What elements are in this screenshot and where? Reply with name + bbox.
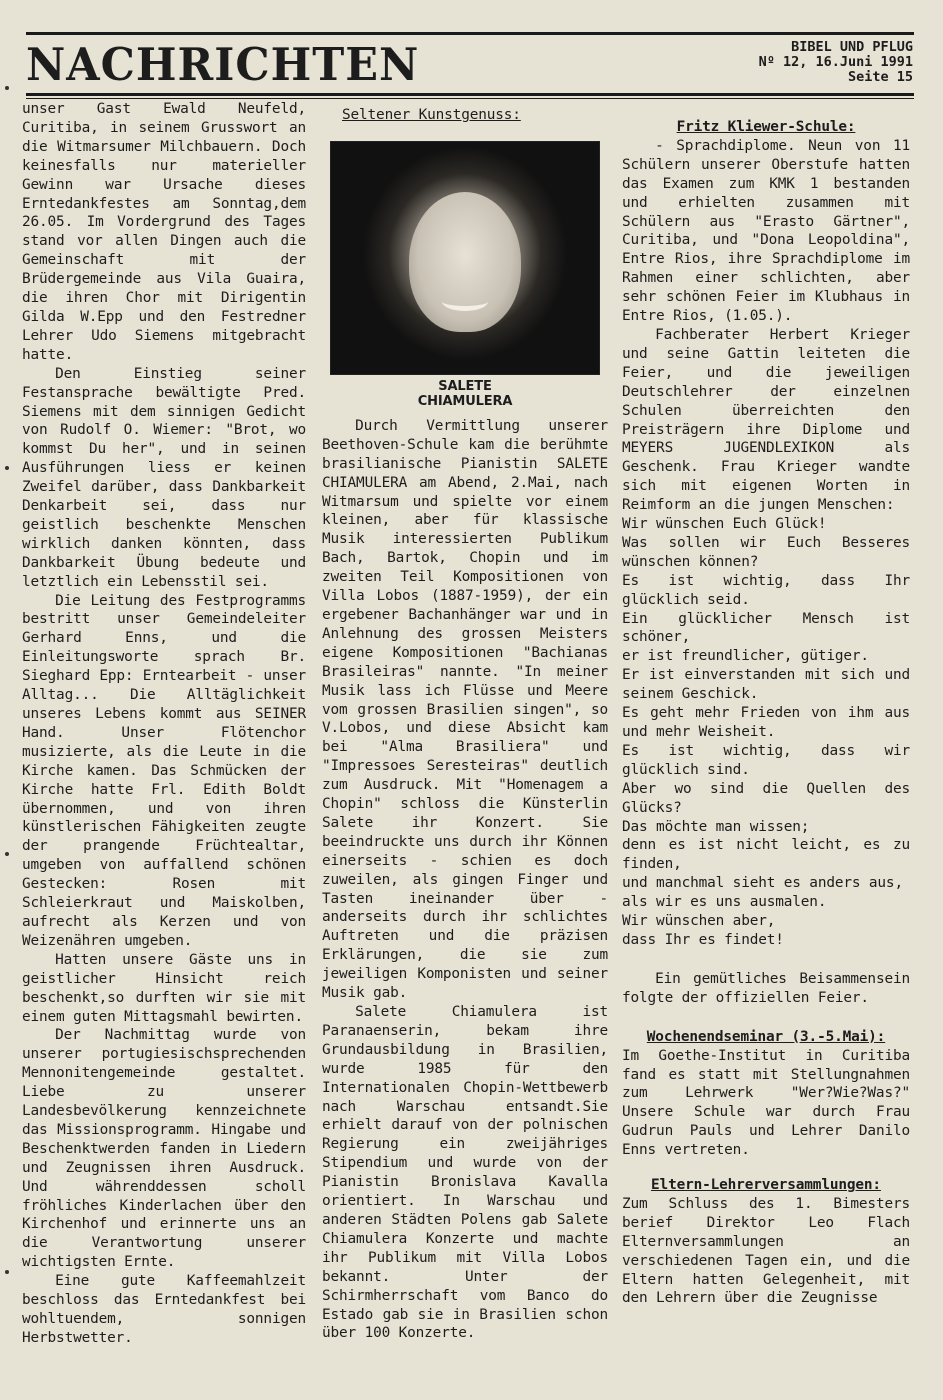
portrait-face — [409, 192, 521, 332]
section-heading: Seltener Kunstgenuss: — [342, 107, 521, 123]
issue-date: Nº 12, 16.Juni 1991 — [758, 54, 913, 70]
spacer — [622, 1160, 910, 1176]
header-rule-thin — [26, 98, 914, 99]
top-rule — [26, 32, 914, 35]
poem-line: Wir wünschen Euch Glück! — [622, 516, 827, 533]
punch-hole-mark — [5, 852, 9, 856]
paragraph: Salete Chiamulera ist Paranaenserin, bekam ihre Grundausbildung in Brasilien, wurde 1985 für den Internationalen Chopin-Wettbewerb nach Warschau entsandt.Sie erhielt darauf von der polnischen Regierung ein zweijähriges Stipendium und wurde von der Pianistin Bronislava Kavalla orientiert. In Warschau und anderen Städten Polens gab Salete Chiamulera Konzerte und machte ihr Publikum mit Villa Lobos bekannt. Unter der Schirmherrschaft vom Banco do Estado gab sie in Brasilien schon über 100 Konzerte. — [322, 1004, 608, 1342]
header-rule-thick — [26, 93, 914, 96]
section-heading: Fritz Kliewer-Schule: — [676, 119, 856, 135]
paragraph: - Sprachdiplome. Neun von 11 Schülern unserer Oberstufe hatten das Examen zum KMK 1 bestanden und erhielten zusammen mit Schülern aus "Erasto Gärtner", Curitiba, und "Dona Leopoldina", Entre Rios, ihre Sprachdiplome im Rahmen einer schlichten, aber sehr schönen Feier im Klubhaus in Entre Rios, (1.05.). — [622, 137, 910, 325]
paragraph: Im Goethe-Institut in Curitiba fand es statt mit Stellungnahmen zum Lehrwerk "Wer?Wie?Was?" Unsere Schule war durch Frau Gudrun Pauls und Lehrer Danilo Enns vertreten. — [622, 1047, 910, 1159]
section-heading: Wochenendseminar (3.-5.Mai): — [646, 1028, 886, 1045]
page-number: Seite 15 — [847, 69, 913, 85]
paragraph: Zum Schluss des 1. Bimesters berief Direktor Leo Flach Elternversammlungen an verschiedenen Tagen ein, und die Eltern hatten Gelegenheit, mit den Lehrern über die Zeugnisse — [622, 1195, 910, 1307]
poem-line: Aber wo sind die Quellen des Glücks? — [622, 780, 910, 816]
caption-line: CHIAMULERA — [417, 393, 513, 409]
poem-line: er ist freundlicher, gütiger. — [622, 648, 869, 665]
paragraph: Eine gute Kaffeemahlzeit beschloss das Erntedankfest bei wohltuendem, sonnigen Herbstwetter. — [22, 1273, 306, 1346]
poem-line: Was sollen wir Euch Besseres wünschen können? — [622, 534, 910, 570]
poem-line: Er ist einverstanden mit sich und seinem Geschick. — [622, 667, 910, 703]
paragraph: Durch Vermittlung unserer Beethoven-Schule kam die berühmte brasilianische Pianistin SALETE CHIAMULERA am Abend, 2.Mai, nach Witmarsum und spielte vor einem kleinen, aber für klassische Musik interessierten Publikum Bach, Bartok, Chopin und im zweiten Teil Kompositionen von Villa Lobos (1887-1959), der ein ergebener Bachanhänger war und in Anlehnung des grossen Meisters eigene Kompositionen "Bachianas Brasileiras" nannte. "In meiner Musik lass ich Flüsse und Meere vom grossen Brasilien singen", so V.Lobos, und diese Absicht kam bei "Alma Brasiliera" und "Impressoes Seresteiras" deutlich zum Ausdruck. Mit "Homenagem a Chopin" schloss die Künsterlin Salete ihr Konzert. Sie beeindruckte uns durch ihr Können einerseits - schien es doch zuweilen, als gingen Finger und Tasten ineinander über - anderseits durch ihr schlichtes Auftreten und die präzisen Erklärungen, die sie zum jeweiligen Komponisten und seiner Musik gab. — [322, 417, 608, 1002]
column-schule — [622, 100, 910, 1308]
column-erntedankfest — [22, 100, 306, 1348]
publication-name: BIBEL UND PFLUG — [791, 39, 913, 55]
poem-line: und manchmal sieht es anders aus, — [622, 875, 903, 892]
poem-line: als wir es uns ausmalen. — [622, 894, 827, 911]
poem-line: Das möchte man wissen; — [622, 818, 810, 835]
punch-hole-mark — [5, 466, 9, 470]
spacer — [622, 1008, 910, 1028]
poem-line: Wir wünschen aber, — [622, 913, 776, 930]
punch-hole-mark — [5, 1270, 9, 1274]
caption-line: SALETE — [438, 378, 492, 394]
publication-info — [759, 40, 913, 85]
paragraph: Die Leitung des Festprogramms bestritt unser Gemeindeleiter Gerhard Enns, und die Einleitungsworte sprach Br. Sieghard Epp: Erntearbeit - unser Alltag... Die Alltäglichkeit unseres Lebens kommt aus SEINER Hand. Unser Flötenchor musizierte, als die Leute in die Kirche kamen. Das Schmücken der Kirche hatte Frl. Edith Boldt übernommen, und von ihren künstlerischen Fähigkeiten zeugte der prangende Früchtealtar, umgeben von auffallend schönen Gestecken: Rosen mit Schleierkraut und Maiskolben, aufrecht als Kerzen und von Weizenähren umgeben. — [22, 592, 306, 949]
masthead-title: NACHRICHTEN — [26, 39, 420, 92]
section-heading: Eltern-Lehrerversammlungen: — [651, 1177, 881, 1194]
poem-line: denn es ist nicht leicht, es zu finden, — [622, 837, 910, 873]
paragraph: Den Einstieg seiner Festansprache bewältigte Pred. Siemens mit dem sinnigen Gedicht von Rudolf O. Wiemer: "Brot, wo kommst Du her", und in seinen Ausführungen liess er keinen Zweifel darüber, dass Dankbarkeit Denkarbeit sei, dass nur geistlich beschenkte Menschen wirklich danken könnten, dass Dankbarkeit Übung bedeute und letztlich ein Lebensstil sei. — [22, 365, 306, 590]
column-kunstgenuss — [322, 100, 608, 1343]
punch-hole-mark — [5, 86, 9, 90]
poem-line: Es geht mehr Frieden von ihm aus und mehr Weisheit. — [622, 705, 910, 740]
paragraph: Hatten unsere Gäste uns in geistlicher Hinsicht reich beschenkt,so durften wir sie mit einem guten Mittagsmahl bewirten. — [22, 951, 306, 1025]
paragraph: Ein gemütliches Beisammensein folgte der offiziellen Feier. — [622, 970, 910, 1006]
portrait-photo — [330, 141, 600, 375]
paragraph: Der Nachmittag wurde von unserer portugiesischsprechenden Mennonitengemeinde gestaltet. Liebe zu unserer Landesbevölkerung kennzeichnete das Missionsprogramm. Hingabe und Beschenktwerden fanden in Liedern und Zeugnissen ihren Ausdruck. Und währenddessen scholl fröhliches Kinderlachen über den Kirchenhof und erinnerte uns an die Verantwortung unserer wichtigsten Ernte. — [22, 1027, 306, 1271]
paragraph: Fachberater Herbert Krieger und seine Gattin leiteten die Feier, und die jeweiligen Deutschlehrer der einzelnen Schulen überreichten den Preisträgern ihre Diplome und MEYERS JUGENDLEXIKON als Geschenk. Frau Krieger wandte sich mit eigenen Worten in Reimform an die jungen Menschen: — [622, 326, 910, 514]
portrait-smile — [442, 292, 488, 311]
poem — [622, 515, 910, 950]
photo-caption — [322, 379, 608, 409]
poem-line: Es ist wichtig, dass wir glücklich sind. — [622, 742, 910, 778]
poem-line: dass Ihr es findet! — [622, 931, 784, 948]
spacer — [622, 950, 910, 970]
poem-line: Ein glücklicher Mensch ist schöner, — [622, 610, 910, 646]
paragraph: unser Gast Ewald Neufeld, Curitiba, in seinem Grusswort an die Witmarsumer Milchbauern. Doch keinesfalls nur materieller Gewinn war Ursache dieses Erntedankfestes am Sonntag,dem 26.05. Im Vordergrund des Tages stand vor allen Dingen auch die Gemeinschaft mit der Brüdergemeinde aus Vila Guaira, die ihren Chor mit Dirigentin Gilda W.Epp und den Festredner Lehrer Udo Siemens mitgebracht hatte. — [22, 101, 306, 363]
poem-line: Es ist wichtig, dass Ihr glücklich seid. — [622, 572, 910, 608]
